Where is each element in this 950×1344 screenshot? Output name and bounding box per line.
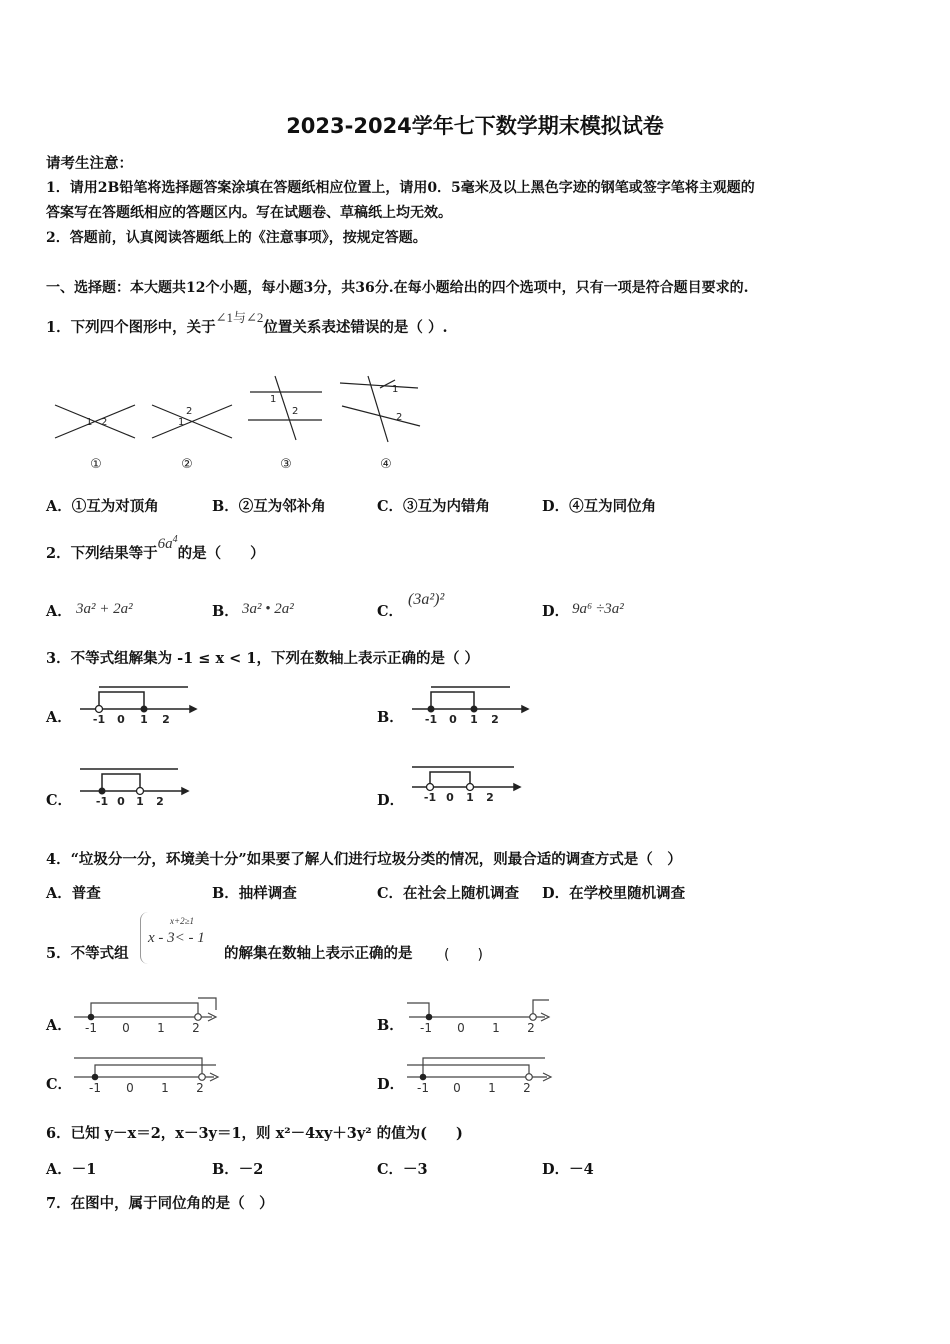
- fig4-label: ④: [380, 457, 392, 472]
- svg-text:2: 2: [396, 412, 403, 423]
- svg-text:-1: -1: [89, 1081, 101, 1095]
- q2-text-a: 2．下列结果等于: [46, 545, 158, 562]
- q5-letter-b: B．: [377, 1017, 404, 1034]
- q6-option-a: A．－1: [46, 1161, 97, 1178]
- svg-text:2: 2: [196, 1081, 204, 1095]
- svg-text:1: 1: [178, 417, 185, 428]
- svg-text:-1: -1: [85, 1021, 97, 1035]
- svg-text:2: 2: [156, 795, 164, 808]
- svg-text:0: 0: [117, 795, 125, 808]
- fig1-label: ①: [90, 457, 102, 472]
- svg-text:2: 2: [527, 1021, 535, 1035]
- svg-text:1: 1: [492, 1021, 500, 1035]
- q4-option-b: B．抽样调查: [212, 885, 297, 902]
- q5-system-top: x+2≥1: [170, 916, 195, 926]
- fig4-line-bottom: [342, 406, 420, 426]
- q2-option-a-letter: A．: [46, 603, 72, 620]
- q2-option-b-expr: 3a² • 2a²: [242, 601, 294, 617]
- q5-numberline-a: [70, 994, 225, 1039]
- q5-letter-d: D．: [377, 1076, 405, 1093]
- fig2-label: ②: [181, 457, 193, 472]
- svg-text:2: 2: [523, 1081, 531, 1095]
- svg-text:0: 0: [122, 1021, 130, 1035]
- q2-option-d-expr: 9a⁶ ÷3a²: [572, 601, 624, 617]
- svg-text:1: 1: [161, 1081, 169, 1095]
- q5-text-a: 5．不等式组: [46, 945, 129, 962]
- q1-option-c: C．③互为内错角: [377, 498, 491, 515]
- svg-text:0: 0: [453, 1081, 461, 1095]
- svg-text:0: 0: [457, 1021, 465, 1035]
- q2-text-b: 的是（ ）: [177, 545, 265, 562]
- q2-option-d-letter: D．: [542, 603, 570, 620]
- q7-text: 7．在图中，属于同位角的是（ ）: [46, 1195, 274, 1212]
- q3-letter-d: D．: [377, 792, 405, 809]
- svg-text:1: 1: [157, 1021, 165, 1035]
- page-title: 2023-2024学年七下数学期末模拟试卷: [286, 114, 664, 138]
- q2-option-a-expr: 3a² + 2a²: [76, 601, 133, 617]
- q6-option-d: D．－4: [542, 1161, 594, 1178]
- q5-letter-c: C．: [46, 1076, 73, 1093]
- svg-text:-1: -1: [95, 795, 109, 808]
- svg-text:2: 2: [486, 791, 494, 804]
- q3-numberline-c: [78, 764, 198, 809]
- q1-text-b: 位置关系表述错误的是（ ）.: [263, 319, 448, 336]
- q1-option-a: A．①互为对顶角: [46, 498, 159, 515]
- fig4-line-top: [340, 383, 418, 388]
- q3-letter-b: B．: [377, 709, 404, 726]
- section1-heading: 一、选择题：本大题共12个小题，每小题3分，共36分.在每小题给出的四个选项中，只有一项是符合题目要求的.: [46, 280, 749, 296]
- q5-system-bottom: x - 3< - 1: [148, 930, 205, 946]
- svg-text:1: 1: [392, 384, 399, 395]
- svg-text:1: 1: [140, 713, 148, 726]
- q3-text: 3．不等式组解集为 -1 ≤ x < 1，下列在数轴上表示正确的是（ ）: [46, 650, 480, 667]
- q1-text-a: 1．下列四个图形中，关于: [46, 319, 216, 336]
- q3-numberline-d: [410, 762, 530, 807]
- svg-text:-1: -1: [420, 1021, 432, 1035]
- q3-letter-c: C．: [46, 792, 73, 809]
- svg-text:2: 2: [491, 713, 499, 726]
- q1-angle-math: ∠1与∠2: [215, 310, 264, 325]
- notice-line2: 答案写在答题纸相应的答题区内。写在试题卷、草稿纸上均无效。: [46, 205, 452, 221]
- q2-option-b-letter: B．: [212, 603, 239, 620]
- q2-option-c-expr: (3a²)²: [408, 591, 445, 608]
- svg-text:1: 1: [466, 791, 474, 804]
- q6-text: 6．已知 y－x＝2，x－3y＝1，则 x²－4xy＋3y² 的值为( ): [46, 1125, 463, 1142]
- notice-heading: 请考生注意：: [46, 155, 133, 172]
- q5-paren: ( ): [444, 947, 483, 963]
- q4-option-c: C．在社会上随机调查: [377, 885, 520, 902]
- fig3-label: ③: [280, 457, 292, 472]
- q4-option-a: A．普查: [46, 885, 101, 902]
- svg-text:0: 0: [449, 713, 457, 726]
- svg-text:-1: -1: [423, 791, 437, 804]
- q4-text: 4．“垃圾分一分，环境美十分”如果要了解人们进行垃圾分类的情况，则最合适的调查方式是（ ）: [46, 851, 682, 868]
- q2-text: [46, 534, 265, 563]
- q5-numberline-b: [405, 994, 560, 1039]
- q2-option-c-letter: C．: [377, 603, 404, 620]
- svg-text:-1: -1: [417, 1081, 429, 1095]
- svg-text:1: 1: [86, 417, 93, 428]
- q1-figures: [50, 368, 440, 478]
- notice-line3: 2．答题前，认真阅读答题纸上的《注意事项》，按规定答题。: [46, 230, 427, 246]
- svg-text:1: 1: [470, 713, 478, 726]
- q5-text-b: 的解集在数轴上表示正确的是: [224, 945, 413, 962]
- q6-option-b: B．－2: [212, 1161, 264, 1178]
- q1-text: [46, 310, 448, 337]
- q5-numberline-d: [403, 1052, 558, 1097]
- svg-text:-1: -1: [92, 713, 106, 726]
- svg-text:2: 2: [101, 417, 108, 428]
- q5-numberline-c: [70, 1052, 225, 1097]
- svg-text:1: 1: [488, 1081, 496, 1095]
- q6-option-c: C．－3: [377, 1161, 428, 1178]
- svg-text:0: 0: [117, 713, 125, 726]
- svg-text:0: 0: [446, 791, 454, 804]
- svg-text:2: 2: [192, 1021, 200, 1035]
- svg-text:0: 0: [126, 1081, 134, 1095]
- svg-text:-1: -1: [424, 713, 438, 726]
- q4-option-d: D．在学校里随机调查: [542, 885, 686, 902]
- svg-text:1: 1: [136, 795, 144, 808]
- svg-text:2: 2: [292, 406, 299, 417]
- q3-letter-a: A．: [46, 709, 72, 726]
- q1-option-b: B．②互为邻补角: [212, 498, 326, 515]
- q2-target-expr: $6a^4$: [157, 534, 178, 552]
- svg-text:1: 1: [270, 394, 277, 405]
- q5-letter-a: A．: [46, 1017, 72, 1034]
- q3-numberline-a: [78, 682, 198, 727]
- q1-option-d: D．④互为同位角: [542, 498, 657, 515]
- svg-text:2: 2: [186, 406, 193, 417]
- notice-line1: 1．请用2B铅笔将选择题答案涂填在答题纸相应位置上，请用0．5毫米及以上黑色字迹的钢笔或签字笔将主观题的: [46, 180, 755, 196]
- q3-numberline-b: [410, 682, 530, 727]
- svg-text:2: 2: [162, 713, 170, 726]
